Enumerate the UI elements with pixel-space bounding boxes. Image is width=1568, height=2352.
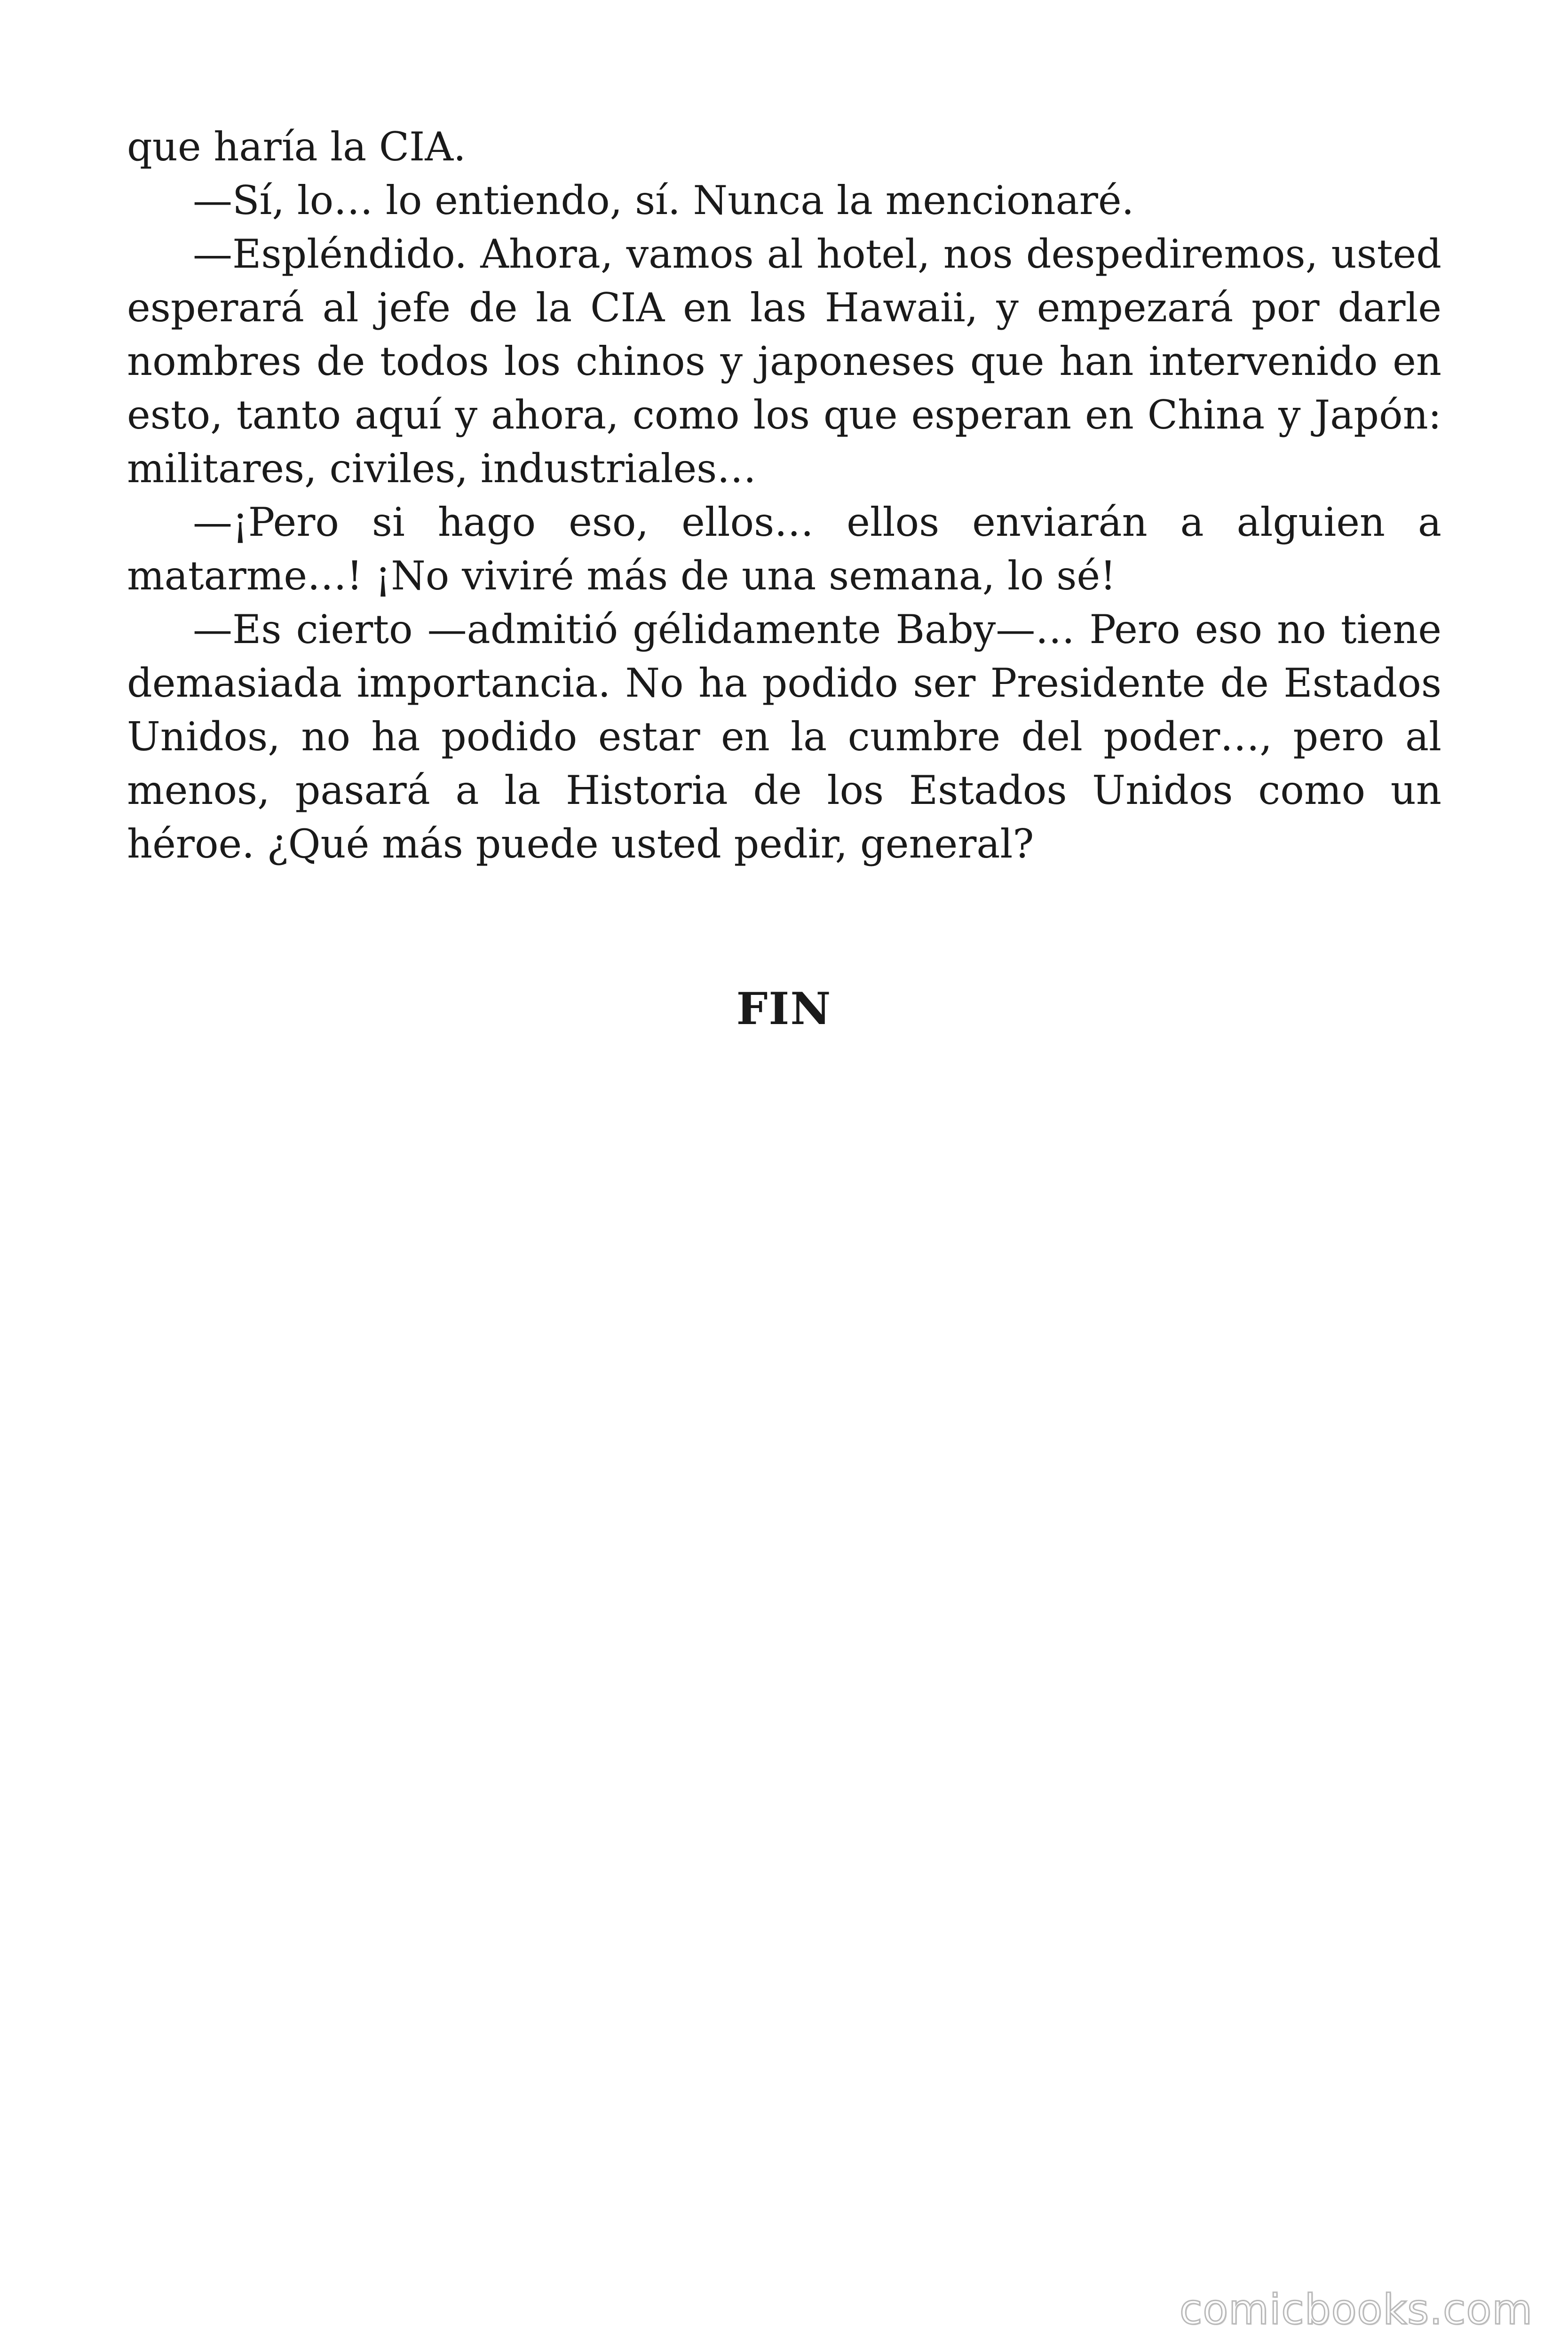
paragraph-5: —Es cierto —admitió gélidamente Baby—… Pero eso no tiene demasiada importancia. No ha podido ser Presidente de Estados Unidos, no ha podido estar en la cumbre del poder…, pero al menos, pasará a la Historia de los Estados Unidos como un héroe. ¿Qué más puede usted pedir, general? [127,606,1441,867]
document-body [127,120,1441,871]
watermark: comicbooks.com [1179,2285,1533,2334]
paragraph-4: —¡Pero si hago eso, ellos… ellos enviarán a alguien a matarme…! ¡No viviré más de una semana, lo sé! [127,499,1441,599]
end-title: FIN [736,983,832,1035]
paragraph-1: que haría la CIA. [127,124,466,170]
paragraph-3: —Espléndido. Ahora, vamos al hotel, nos despediremos, usted esperará al jefe de la CIA en las Hawaii, y empezará por darle nombres de todos los chinos y japoneses que han intervenido en esto, tanto aquí y ahora, como los que esperan en China y Japón: militares, civiles, industriales… [127,231,1441,492]
paragraph-2: —Sí, lo… lo entiendo, sí. Nunca la mencionaré. [193,177,1134,223]
